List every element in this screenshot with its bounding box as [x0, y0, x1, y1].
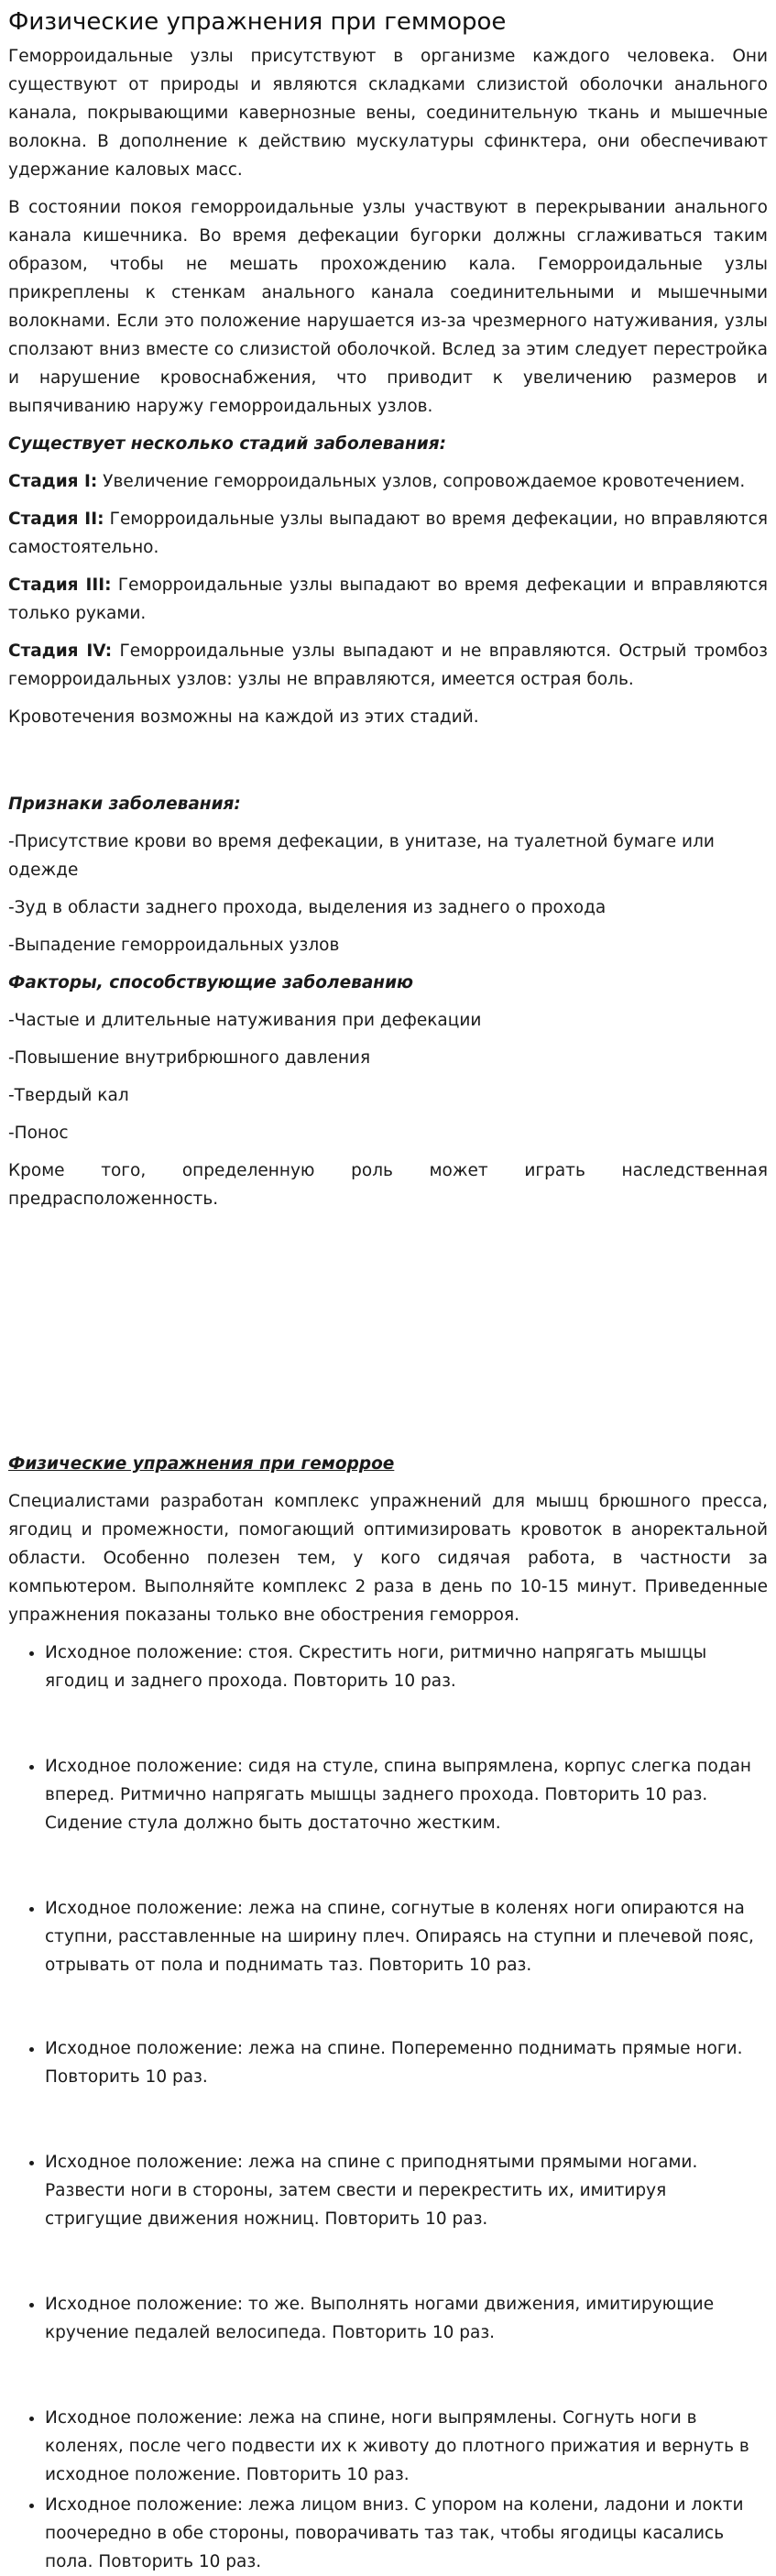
stage-2	[8, 505, 768, 562]
symptoms-heading	[8, 790, 768, 818]
stage-1	[8, 467, 768, 496]
exercise-item-8: • Исходное положение: лежа лицом вниз. С упором на колени, ладони и локти поочередно в обе стороны, поворачивать таз так, чтобы ягодицы касались пола. Повторить 10 раз.	[45, 2491, 768, 2576]
page-title: Физические упражнения при гемморое	[8, 8, 507, 36]
stage-4-text: Геморроидальные узлы выпадают и не вправляются. Острый тромбоз геморроидальных узлов: узлы не вправляются, имеется острая боль.	[8, 641, 768, 689]
factors-heading-text: Факторы, способствующие заболеванию	[8, 973, 414, 992]
stage-3-label: Стадия III:	[8, 575, 112, 595]
stage-1-text: Увеличение геморроидальных узлов, сопровождаемое кровотечением.	[97, 472, 746, 491]
symptom-item: -Присутствие крови во время дефекации, в унитазе, на туалетной бумаге или одежде	[8, 832, 715, 880]
stage-2-label: Стадия II:	[8, 510, 104, 529]
stage-3-text: Геморроидальные узлы выпадают во время дефекации и вправляются только руками.	[8, 575, 768, 623]
spacer	[8, 740, 768, 790]
intro-paragraph-1: Геморроидальные узлы присутствуют в организме каждого человека. Они существуют от природы и являются складками слизистой оболочки анального канала, покрывающими кавернозные вены, соединительную ткань и мышечные волокна. В дополнение к действию мускулатуры сфинктера, они обеспечивают удержание каловых масс.	[8, 47, 768, 180]
spacer	[8, 1222, 768, 1450]
factors-heading	[8, 969, 768, 997]
stages-note: Кровотечения возможны на каждой из этих стадий.	[8, 707, 479, 727]
stage-2-text: Геморроидальные узлы выпадают во время дефекации, но вправляются самостоятельно.	[8, 510, 769, 557]
factor-item: -Понос	[8, 1124, 69, 1143]
symptoms-heading-text: Признаки заболевания:	[8, 795, 241, 814]
factor-item: -Частые и длительные натуживания при дефекации	[8, 1011, 482, 1030]
stages-heading	[8, 430, 768, 458]
factor-item: -Повышение внутрибрюшного давления	[8, 1048, 371, 1068]
exercise-item-5: • Исходное положение: лежа на спине с приподнятыми прямыми ногами. Развести ноги в стороны, затем свести и перекрестить их, имитируя стригущие движения ножниц. Повторить 10 раз.	[45, 2148, 768, 2233]
factor-item: -Твердый кал	[8, 1086, 129, 1105]
exercise-item-2: • Исходное положение: сидя на стуле, спина выпрямлена, корпус слегка подан вперед. Ритмично напрягать мышцы заднего прохода. Повторить 10 раз. Сидение стула должно быть достаточно жестким.	[45, 1752, 768, 1837]
article	[0, 7, 776, 2576]
factors-note: Кроме того, определенную роль может играть наследственная предрасположенность.	[8, 1161, 768, 1209]
exercises-heading-text: Физические упражнения при геморрое	[8, 1454, 395, 1474]
exercise-list	[8, 1639, 768, 2576]
stage-4	[8, 637, 768, 694]
symptom-item: -Выпадение геморроидальных узлов	[8, 936, 340, 955]
intro-paragraph-2: В состоянии покоя геморроидальные узлы участвуют в перекрывании анального канала кишечника. Во время дефекации бугорки должны сглаживаться таким образом, чтобы не мешать прохождению кала. Геморроидальные узлы прикреплены к стенкам анального канала соединительными и мышечными волокнами. Если это положение нарушается из-за чрезмерного натуживания, узлы сползают вниз вместе со слизистой оболочкой. Вслед за этим следует перестройка и нарушение кровоснабжения, что приводит к увеличению размеров и выпячиванию наружу геморроидальных узлов.	[8, 198, 768, 416]
stages-heading-text: Существует несколько стадий заболевания:	[8, 434, 446, 454]
exercises-intro: Специалистами разработан комплекс упражнений для мышц брюшного пресса, ягодиц и промежности, помогающий оптимизировать кровоток в аноректальной области. Особенно полезен тем, у кого сидячая работа, в частности за компьютером. Выполняйте комплекс 2 раза в день по 10-15 минут. Приведенные упражнения показаны только вне обострения геморроя.	[8, 1492, 768, 1625]
exercise-item-1: • Исходное положение: стоя. Скрестить ноги, ритмично напрягать мышцы ягодиц и заднего прохода. Повторить 10 раз.	[45, 1639, 768, 1695]
exercises-heading	[8, 1450, 768, 1478]
stage-4-label: Стадия IV:	[8, 641, 113, 661]
exercise-item-6: • Исходное положение: то же. Выполнять ногами движения, имитирующие кручение педалей велосипеда. Повторить 10 раз.	[45, 2290, 768, 2347]
stage-3	[8, 571, 768, 628]
stage-1-label: Стадия I:	[8, 472, 98, 491]
exercise-item-7: • Исходное положение: лежа на спине, ноги выпрямлены. Согнуть ноги в коленях, после чего подвести их к животу до плотного прижатия и вернуть в исходное положение. Повторить 10 раз.	[45, 2404, 768, 2489]
exercise-item-3: • Исходное положение: лежа на спине, согнутые в коленях ноги опираются на ступни, расставленные на ширину плеч. Опираясь на ступни и плечевой пояс, отрывать от пола и поднимать таз. Повторить 10 раз.	[45, 1894, 768, 1979]
symptom-item: -Зуд в области заднего прохода, выделения из заднего о прохода	[8, 898, 607, 917]
exercise-item-4: • Исходное положение: лежа на спине. Попеременно поднимать прямые ноги. Повторить 10 раз.	[45, 2034, 768, 2091]
